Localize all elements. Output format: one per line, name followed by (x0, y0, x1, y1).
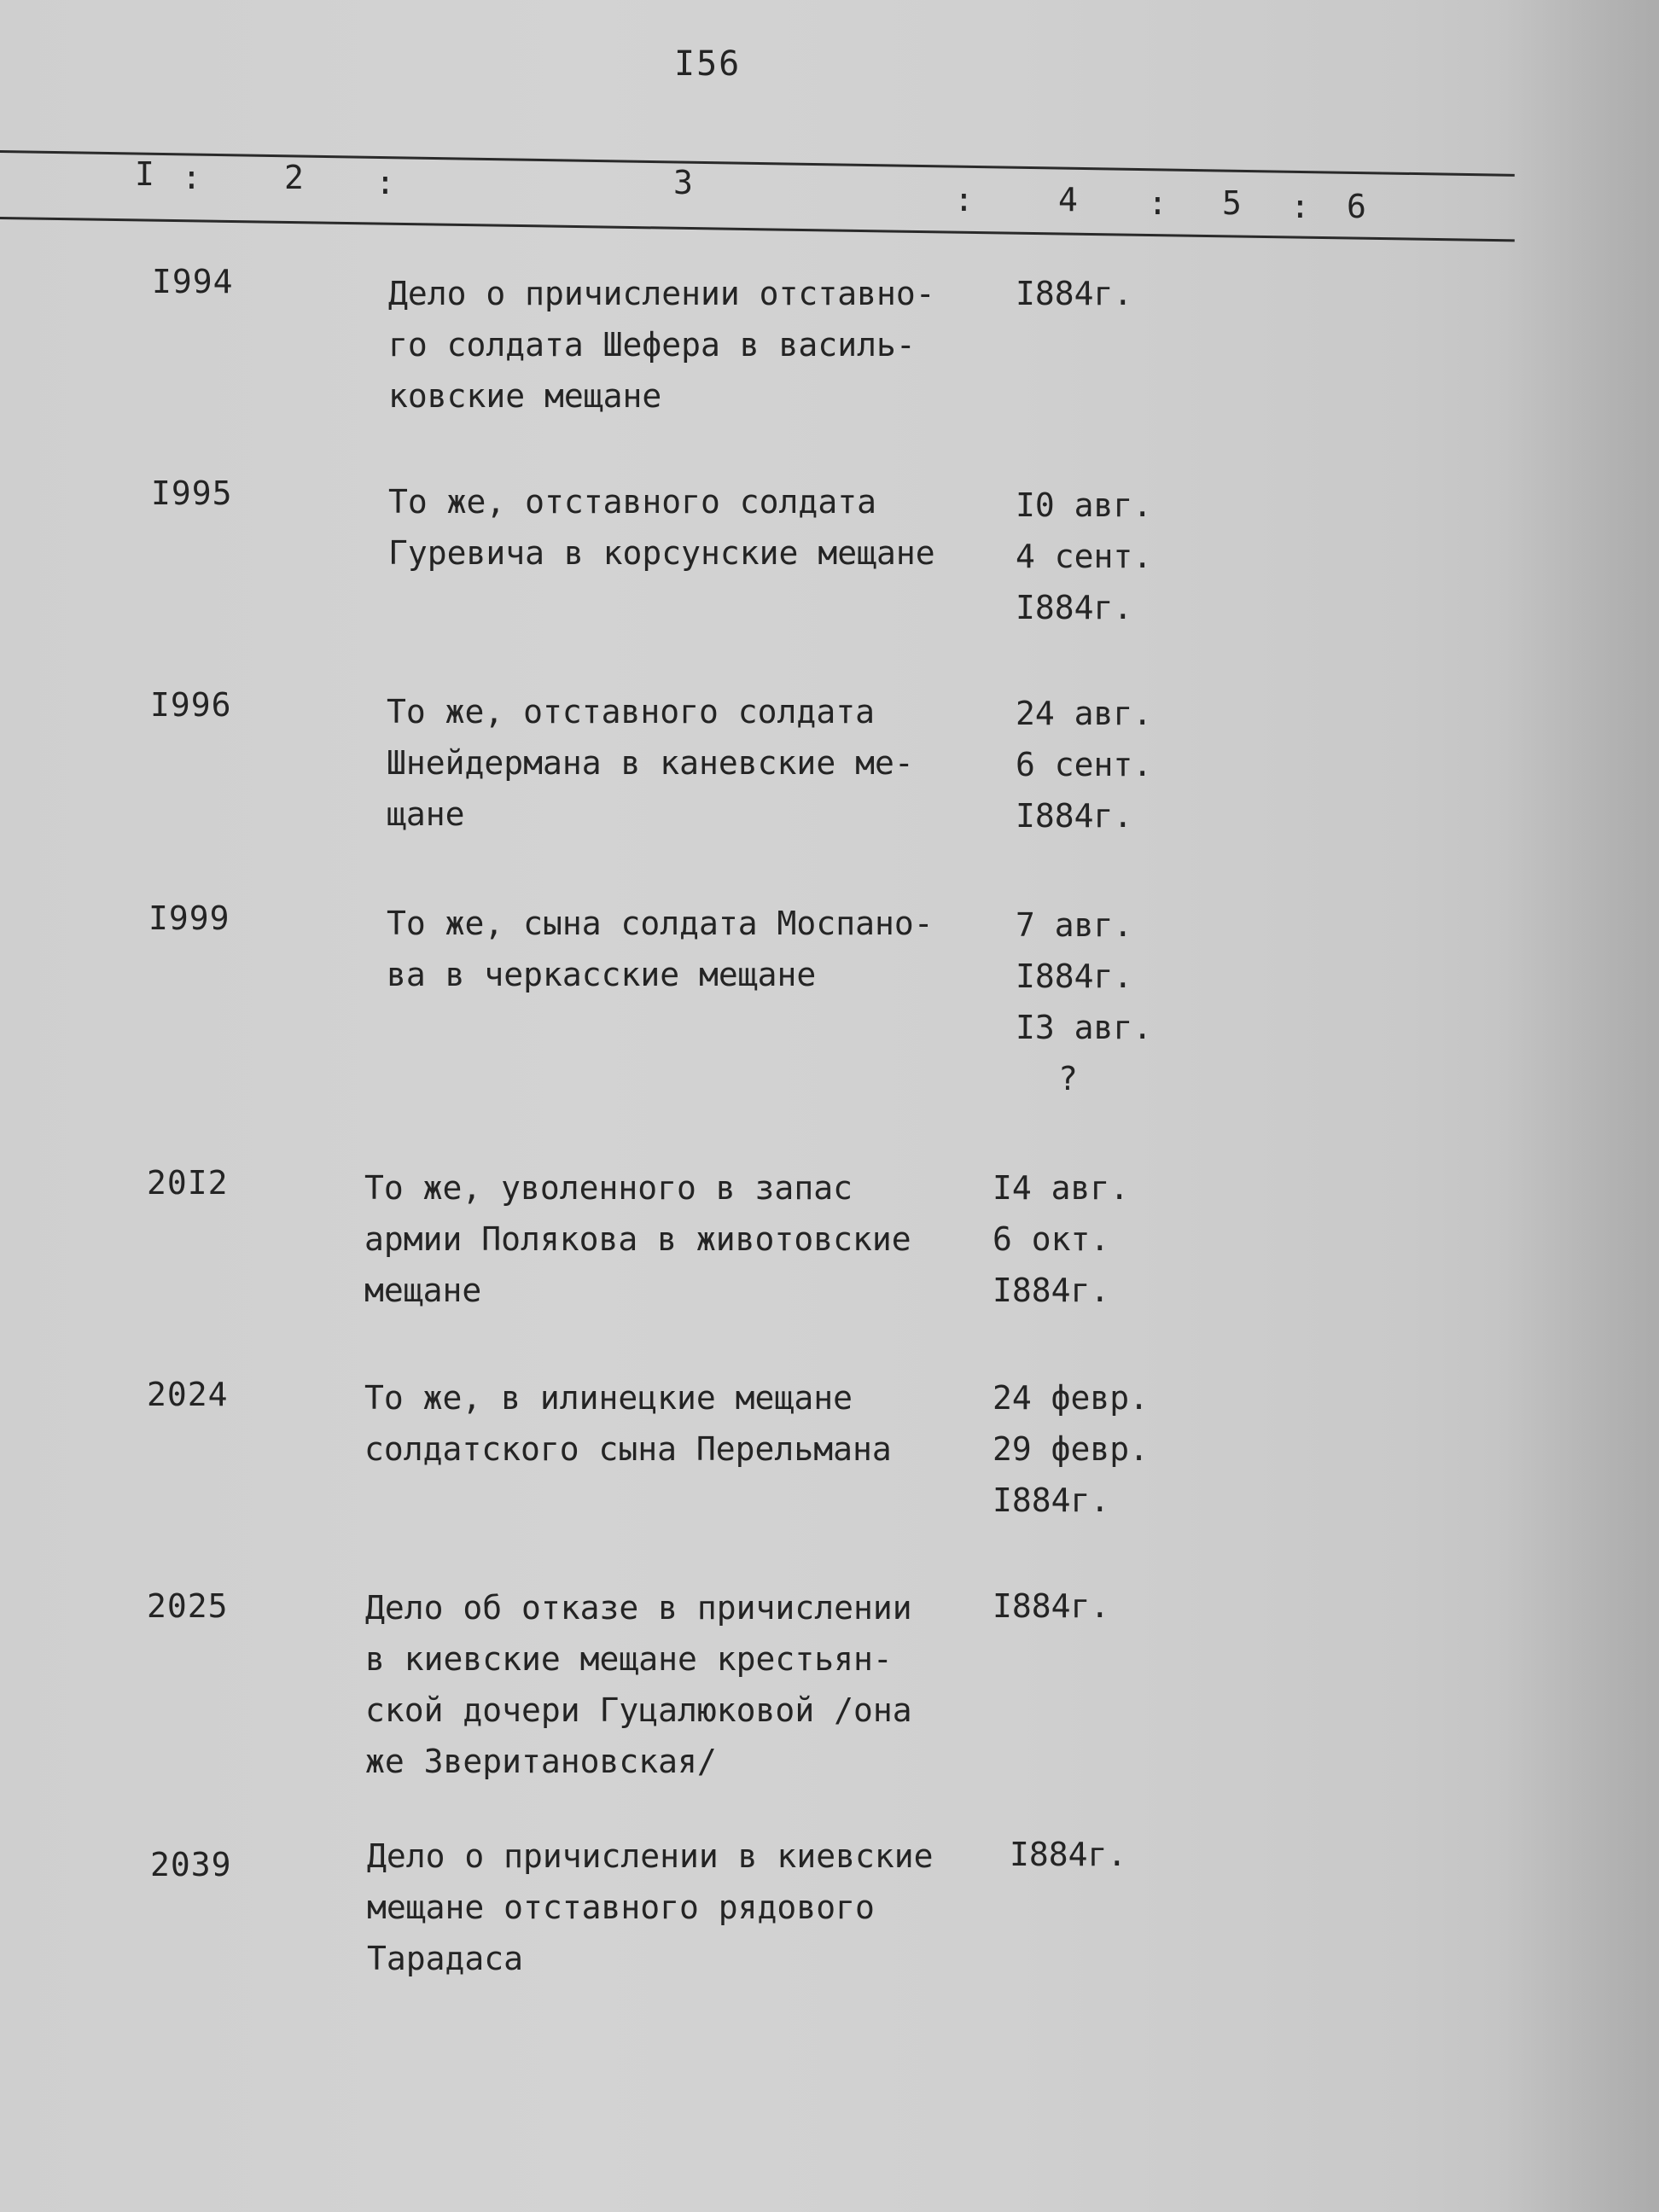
entry-description (365, 1582, 1014, 1787)
entry-number: 2039 (150, 1846, 232, 1883)
entry-dates (992, 1580, 1180, 1632)
entry-dates (992, 1162, 1180, 1316)
entry-date-line: ? (1058, 1060, 1078, 1097)
entry-description-line: мещане (364, 1272, 482, 1309)
entry-date-line: 7 авг. (1016, 906, 1133, 944)
column-header-1: I (135, 155, 154, 193)
entry-number: 2024 (147, 1376, 229, 1413)
entry-date-line: I884г. (1016, 797, 1133, 835)
entry-description (388, 476, 1037, 579)
entry-description (388, 268, 1037, 422)
entry-description (387, 898, 1035, 1000)
entry-date-line: I4 авг. (992, 1169, 1130, 1207)
column-header-6: 6 (1347, 188, 1366, 225)
column-header-separator-3: : (954, 181, 974, 218)
entry-number: I999 (148, 899, 230, 937)
entry-date-line: 6 окт. (992, 1220, 1110, 1258)
entry-description-line: Дело о причислении отставно- (388, 275, 935, 312)
column-header-separator-1: : (182, 159, 201, 196)
entry-description-line: ва в черкасские мещане (387, 956, 817, 993)
entry-date-line: 29 февр. (992, 1430, 1150, 1468)
column-header-2: 2 (284, 159, 304, 196)
column-header-4: 4 (1058, 181, 1078, 218)
entry-number: I996 (150, 686, 232, 724)
entry-description-line: Дело об отказе в причислении (365, 1589, 912, 1627)
entry-description-line: То же, отставного солдата (388, 483, 876, 521)
entry-description-line: мещане отставного рядового (367, 1889, 875, 1926)
column-header-3: 3 (673, 164, 693, 201)
header-bottom-rule (0, 217, 1515, 242)
entry-date-line: I884г. (992, 1481, 1110, 1519)
entry-date-line: I884г. (1016, 275, 1133, 312)
column-header-separator-5: : (1290, 188, 1310, 225)
entry-description-line: То же, в илинецкие мещане (364, 1379, 853, 1417)
page-number: I56 (674, 44, 742, 84)
entry-dates (1016, 899, 1203, 1104)
column-header-separator-2: : (375, 164, 395, 201)
entry-description (367, 1831, 1016, 1984)
column-header-5: 5 (1222, 184, 1242, 222)
entry-description-line: Тарадаса (367, 1940, 524, 1977)
entry-description-line: армии Полякова в животовские (364, 1220, 911, 1258)
entry-dates (992, 1372, 1180, 1526)
entry-date-line: I884г. (1016, 589, 1133, 626)
entry-description-line: го солдата Шефера в василь- (388, 326, 916, 364)
entry-description-line: То же, уволенного в запас (364, 1169, 853, 1207)
header-top-rule (0, 150, 1515, 177)
entry-description-line: солдатского сына Перельмана (364, 1430, 892, 1468)
entry-date-line: I884г. (992, 1272, 1110, 1309)
page-shadow-edge (1502, 0, 1659, 2212)
entry-date-line: I884г. (1010, 1836, 1127, 1873)
entry-date-line: I0 авг. (1016, 486, 1153, 524)
entry-number: I994 (152, 263, 234, 300)
entry-description-line: То же, сына солдата Моспано- (387, 905, 934, 942)
entry-dates (1016, 268, 1203, 319)
entry-number: I995 (151, 474, 233, 512)
entry-date-line: 24 февр. (992, 1379, 1150, 1417)
entry-date-line: I3 авг. (1016, 1009, 1153, 1046)
entry-number: 20I2 (147, 1164, 229, 1202)
entry-date-line: 24 авг. (1016, 695, 1153, 732)
entry-description-line: в киевские мещане крестьян- (365, 1640, 893, 1678)
entry-description (364, 1162, 1013, 1316)
entry-description-line: щане (387, 795, 465, 833)
entry-description-line: же Зверитановская/ (365, 1743, 717, 1780)
column-header-separator-4: : (1148, 184, 1167, 222)
entry-description-line: ковские мещане (388, 377, 662, 415)
entry-description-line: Гуревича в корсунские мещане (388, 534, 935, 572)
entry-description (387, 686, 1035, 840)
entry-dates (1016, 480, 1203, 633)
entry-description-line: Шнейдермана в каневские ме- (387, 744, 914, 782)
entry-description-line: Дело о причислении в киевские (367, 1837, 934, 1875)
entry-description (364, 1372, 1013, 1475)
entry-date-line: 6 сент. (1016, 746, 1153, 783)
entry-date-line: 4 сент. (1016, 538, 1153, 575)
entry-dates (1016, 688, 1203, 841)
entry-date-line: I884г. (1016, 958, 1133, 995)
entry-description-line: ской дочери Гуцалюковой /она (365, 1691, 912, 1729)
entry-dates (1010, 1829, 1197, 1880)
entry-description-line: То же, отставного солдата (387, 693, 875, 731)
entry-number: 2025 (147, 1587, 229, 1625)
entry-date-line: I884г. (992, 1587, 1110, 1625)
